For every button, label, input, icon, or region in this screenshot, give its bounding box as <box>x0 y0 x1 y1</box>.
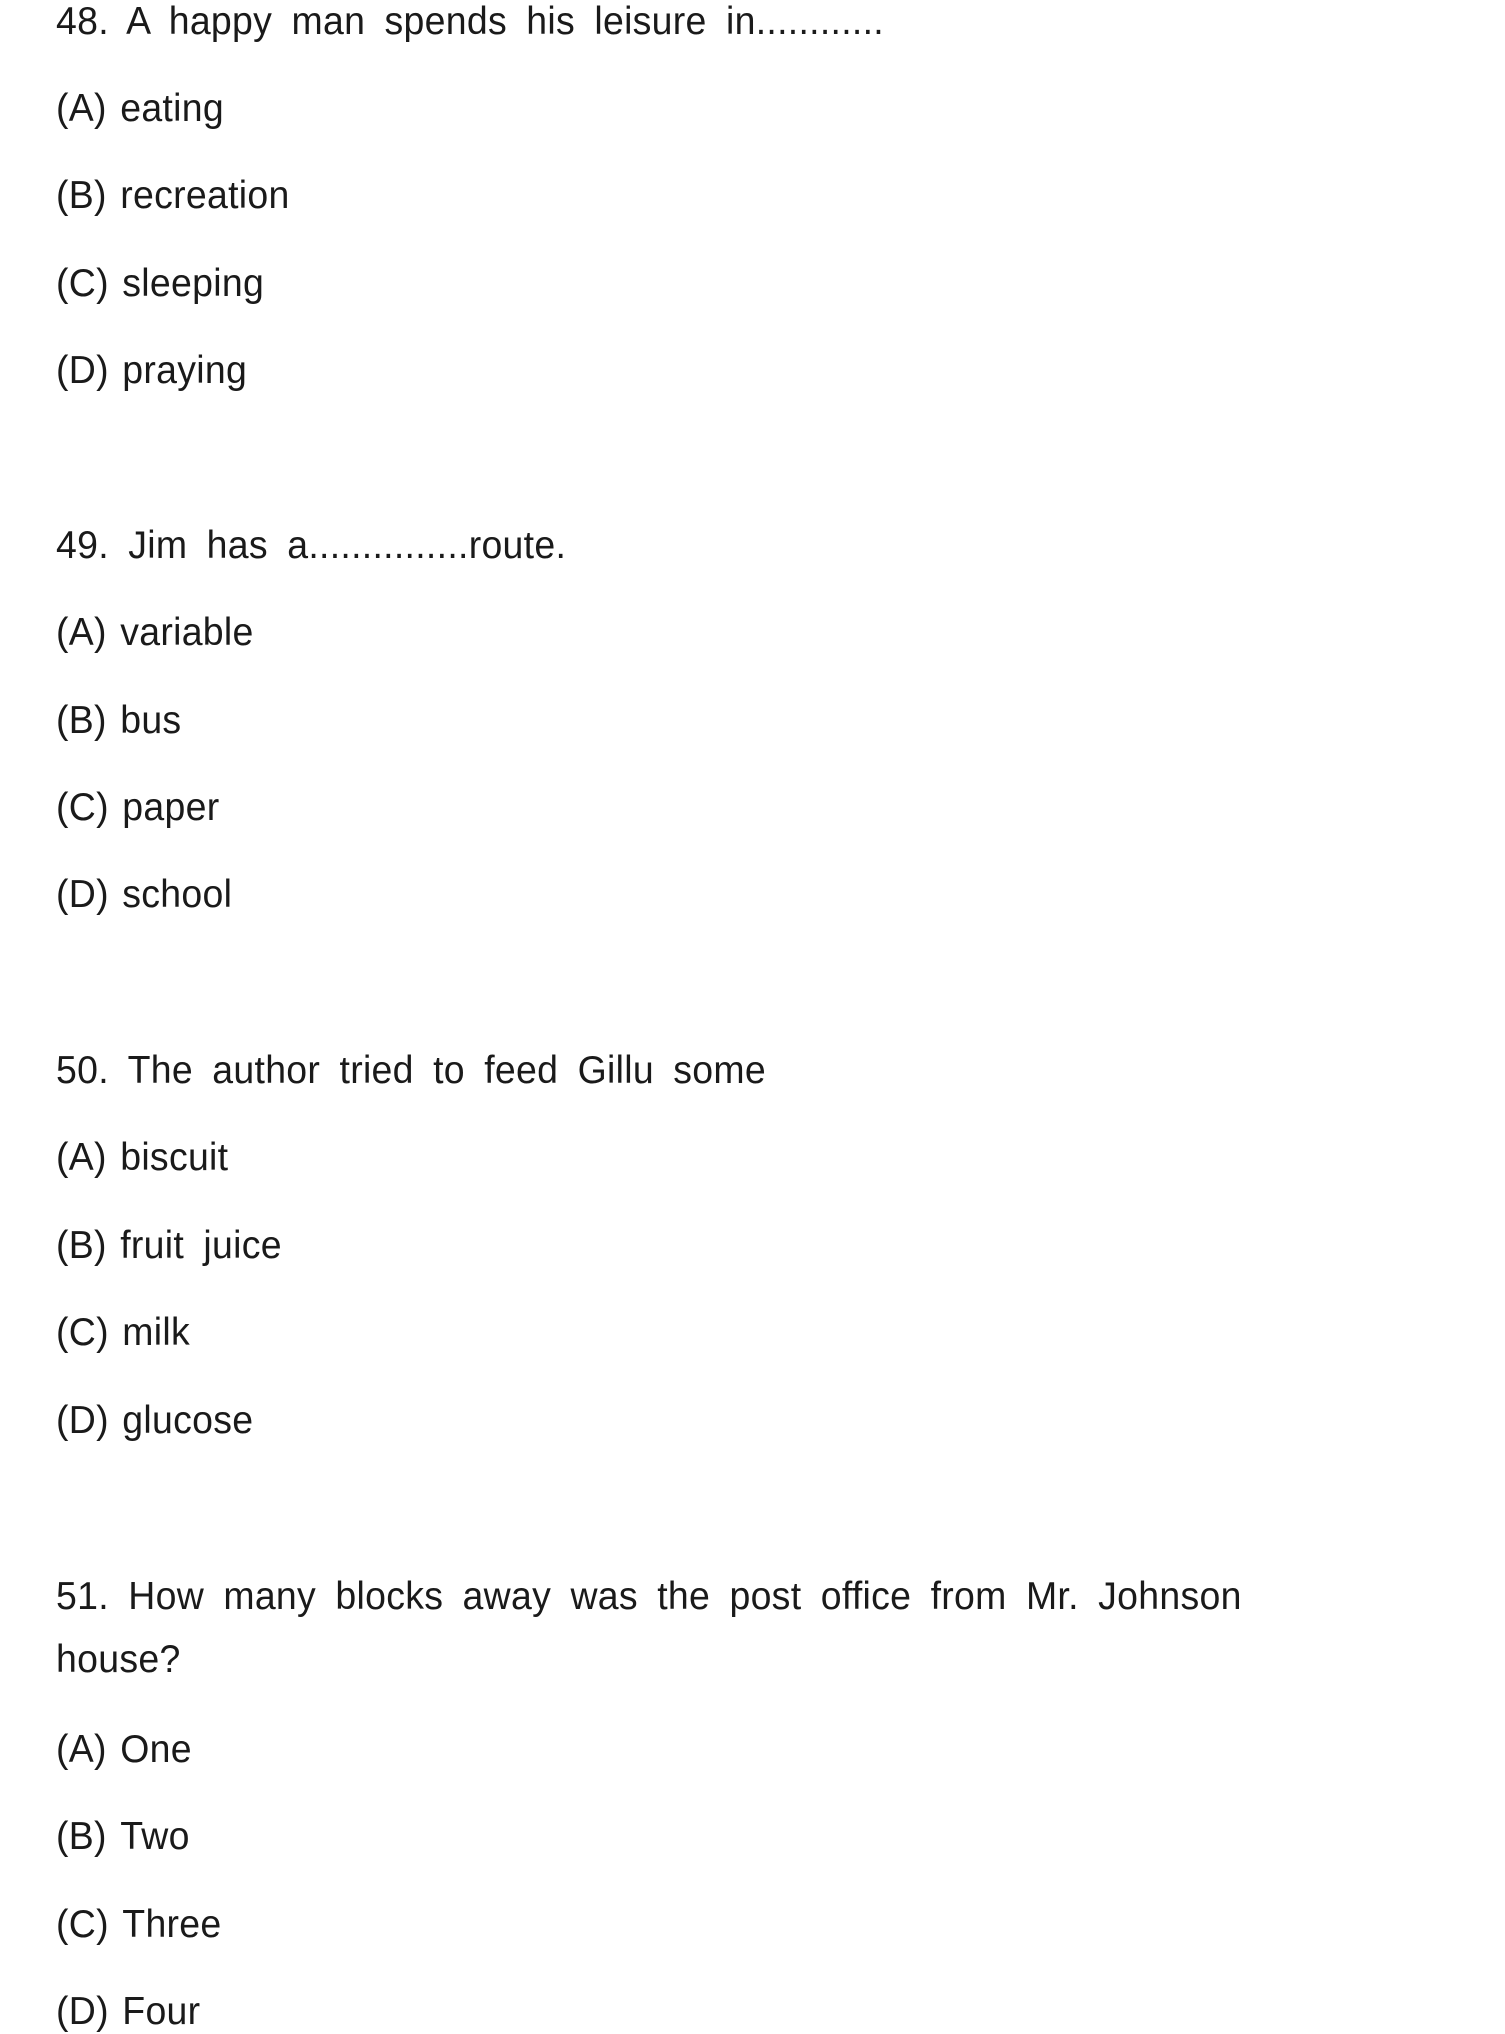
option-text: eating <box>120 87 224 130</box>
option-label: (B) <box>56 699 107 742</box>
option-label: (D) <box>56 1990 109 2033</box>
option-51-a <box>56 1728 192 1772</box>
option-text: bus <box>120 699 182 742</box>
option-text: recreation <box>120 174 290 217</box>
option-label: (B) <box>56 174 107 217</box>
option-48-a <box>56 87 224 131</box>
option-text: Two <box>120 1815 190 1858</box>
option-50-c <box>56 1311 190 1355</box>
option-text: praying <box>122 349 248 392</box>
option-50-a <box>56 1136 228 1180</box>
question-text: How many blocks away was the post office from Mr. Johnson <box>128 1575 1242 1618</box>
option-50-d <box>56 1399 253 1443</box>
option-label: (C) <box>56 262 109 305</box>
option-text: variable <box>120 611 254 654</box>
option-label: (A) <box>56 1728 107 1771</box>
option-49-b <box>56 699 181 743</box>
option-text: fruit juice <box>120 1224 282 1267</box>
option-text: milk <box>122 1311 190 1354</box>
option-51-b <box>56 1815 190 1859</box>
option-text: Four <box>122 1990 201 2033</box>
option-text: One <box>120 1728 192 1771</box>
option-51-c <box>56 1903 222 1947</box>
option-51-d <box>56 1990 200 2034</box>
question-text: Jim has a...............route. <box>128 524 567 567</box>
option-label: (D) <box>56 873 109 916</box>
option-48-d <box>56 349 247 393</box>
question-number: 48. <box>56 0 109 43</box>
question-text: A happy man spends his leisure in............ <box>126 0 884 43</box>
option-49-c <box>56 786 219 830</box>
option-48-c <box>56 262 264 306</box>
option-text: biscuit <box>120 1136 229 1179</box>
option-label: (C) <box>56 1311 109 1354</box>
question-51-continued: house? <box>56 1638 181 1681</box>
option-50-b <box>56 1224 282 1268</box>
option-label: (D) <box>56 1399 109 1442</box>
question-48 <box>56 0 884 44</box>
option-49-d <box>56 873 232 917</box>
option-label: (B) <box>56 1224 107 1267</box>
option-text: paper <box>122 786 220 829</box>
option-text: school <box>122 873 233 916</box>
question-50 <box>56 1049 766 1093</box>
option-label: (D) <box>56 349 109 392</box>
option-label: (A) <box>56 611 107 654</box>
option-label: (A) <box>56 87 107 130</box>
option-label: (C) <box>56 1903 109 1946</box>
option-text: sleeping <box>122 262 265 305</box>
option-label: (C) <box>56 786 109 829</box>
option-49-a <box>56 611 254 655</box>
option-label: (B) <box>56 1815 107 1858</box>
question-text: The author tried to feed Gillu some <box>127 1049 766 1092</box>
question-49 <box>56 524 566 568</box>
question-number: 51. <box>56 1575 109 1618</box>
option-text: Three <box>122 1903 222 1946</box>
question-number: 50. <box>56 1049 109 1092</box>
question-number: 49. <box>56 524 109 567</box>
question-51 <box>56 1575 1242 1619</box>
option-label: (A) <box>56 1136 107 1179</box>
option-48-b <box>56 174 290 218</box>
option-text: glucose <box>122 1399 254 1442</box>
